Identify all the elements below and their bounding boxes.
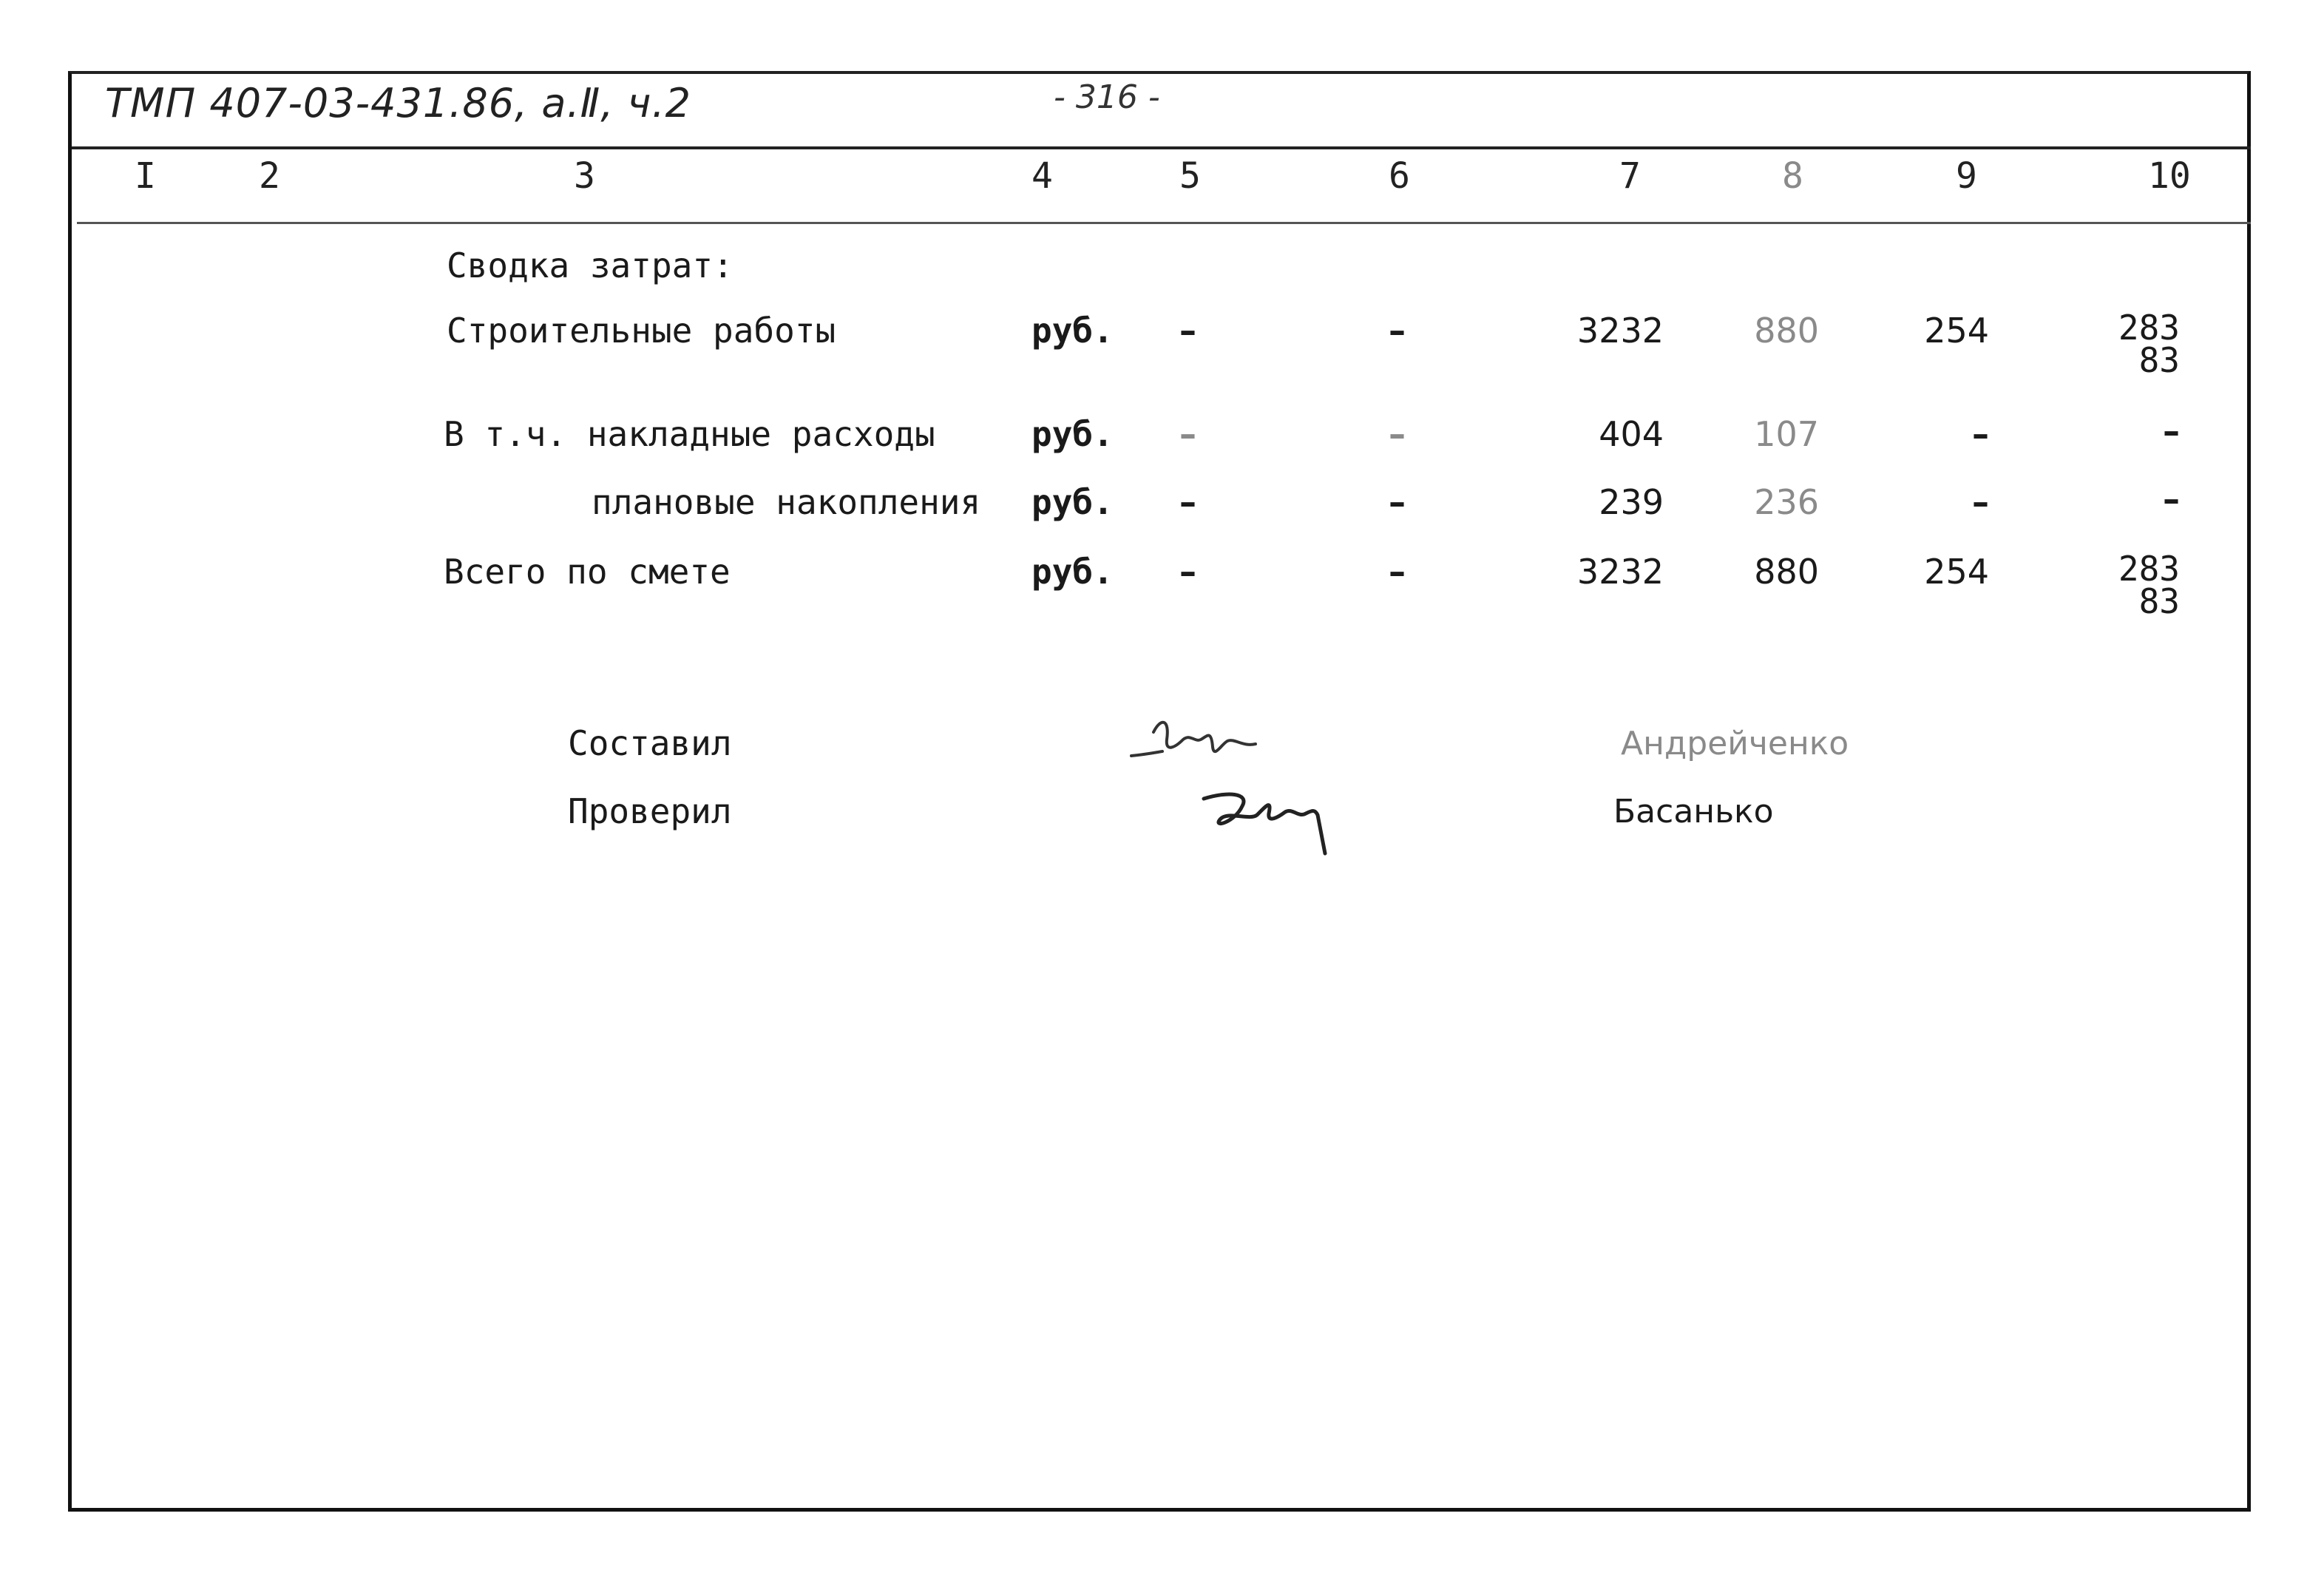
document-code: ТМП 407-03-431.86, а.Ⅱ, ч.2 <box>105 80 691 126</box>
row-unit: руб. <box>1031 311 1114 351</box>
cell-col7: 3232 <box>1576 311 1664 351</box>
cell-col7: 3232 <box>1576 552 1664 592</box>
cell-col8: 880 <box>1754 552 1819 592</box>
checked-by-label: Проверил <box>568 791 732 831</box>
row-label: Всего по смете <box>444 552 731 592</box>
table-row <box>0 308 2324 380</box>
cell-col7: 404 <box>1599 414 1664 454</box>
cell-col10-top: – <box>2163 479 2180 519</box>
compiled-signature-image <box>1124 710 1272 777</box>
column-number-5: 5 <box>1179 155 1201 197</box>
cell-col9: – <box>1972 414 1989 454</box>
summary-title: Сводка затрат: <box>447 246 734 285</box>
cell-col9: – <box>1972 482 1989 522</box>
cell-col9: 254 <box>1924 311 1989 351</box>
cell-col6: – <box>1389 414 1406 454</box>
column-number-6: 6 <box>1389 155 1410 197</box>
cell-col10-top: 283 <box>2118 308 2180 348</box>
row-unit: руб. <box>1031 414 1114 454</box>
row-label: плановые накопления <box>592 482 981 522</box>
table-row <box>0 411 2324 466</box>
header-rule <box>72 146 2251 149</box>
cell-col6: – <box>1389 311 1406 351</box>
row-unit: руб. <box>1031 552 1114 592</box>
cell-col10-bottom: 83 <box>2138 581 2180 621</box>
cell-col8: 236 <box>1754 482 1819 522</box>
column-number-2: 2 <box>259 155 280 197</box>
cell-col10-top: 283 <box>2118 549 2180 589</box>
compiled-by-label: Составил <box>568 723 732 763</box>
checked-by-name: Басанько <box>1613 793 1774 830</box>
cell-col5: – <box>1179 482 1196 522</box>
cell-col6: – <box>1389 482 1406 522</box>
table-row <box>0 479 2324 534</box>
cell-col7: 239 <box>1599 482 1664 522</box>
cell-col6: – <box>1389 552 1406 592</box>
column-number-3: 3 <box>574 155 595 197</box>
page-number: - 316 - <box>1054 78 1160 116</box>
column-number-1: I <box>135 155 156 197</box>
cell-col5: – <box>1179 414 1196 454</box>
cell-col8: 880 <box>1754 311 1819 351</box>
column-header-rule <box>77 222 2251 224</box>
column-number-8: 8 <box>1782 155 1803 197</box>
cell-col5: – <box>1179 311 1196 351</box>
column-number-10: 10 <box>2148 155 2191 197</box>
table-row <box>0 549 2324 621</box>
checked-signature-image <box>1198 777 1338 858</box>
row-label: В т.ч. накладные расходы <box>444 414 935 454</box>
row-label: Строительные работы <box>447 311 836 351</box>
column-number-9: 9 <box>1956 155 1977 197</box>
cell-col8: 107 <box>1754 414 1819 454</box>
cell-col10-bottom: 83 <box>2138 340 2180 380</box>
cell-col10-top: – <box>2163 411 2180 451</box>
cell-col5: – <box>1179 552 1196 592</box>
page-frame <box>68 71 2251 1512</box>
column-number-7: 7 <box>1619 155 1641 197</box>
cell-col9: 254 <box>1924 552 1989 592</box>
row-unit: руб. <box>1031 482 1114 522</box>
compiled-by-name: Андрейченко <box>1621 725 1849 762</box>
column-number-4: 4 <box>1031 155 1053 197</box>
